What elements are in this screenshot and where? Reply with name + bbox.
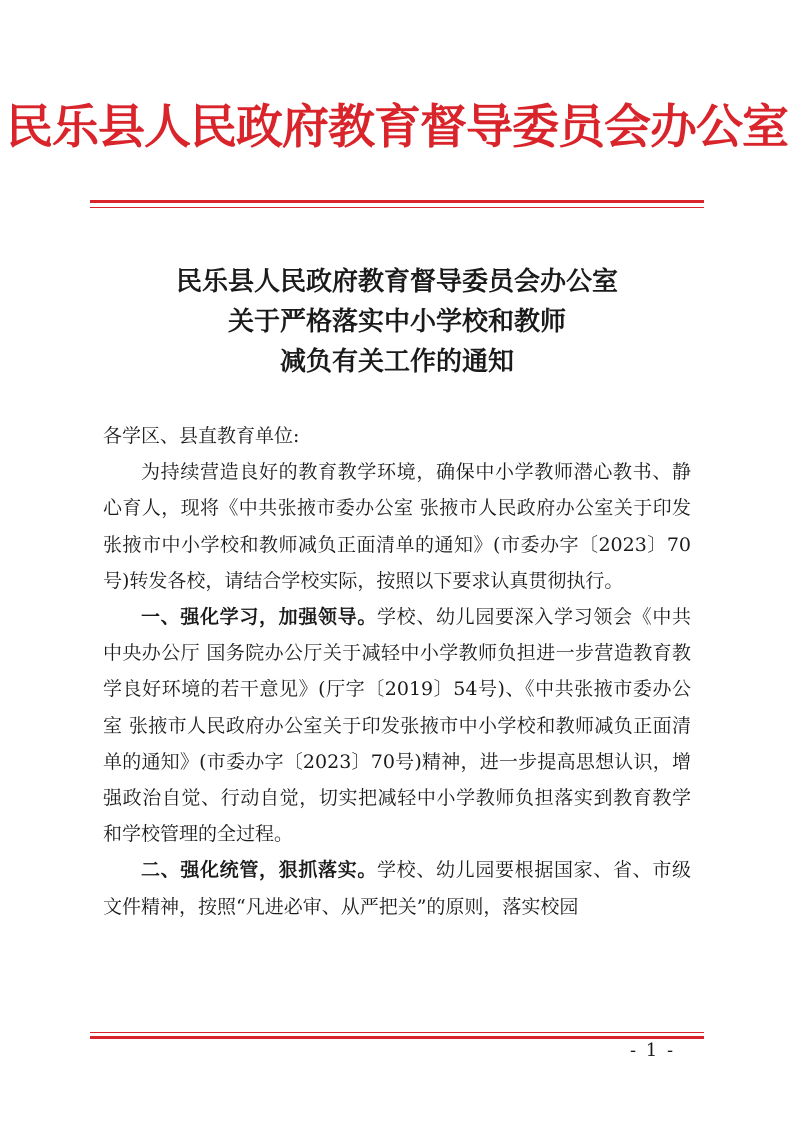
footer-rule-thick	[90, 1036, 704, 1039]
title-line-1: 民乐县人民政府教育督导委员会办公室	[175, 267, 618, 297]
section-1-paragraph	[103, 599, 691, 852]
intro-paragraph: 为持续营造良好的教育教学环境，确保中小学教师潜心教书、静心育人，现将《中共张掖市委办公室 张掖市人民政府办公室关于印发张掖市中小学校和教师减负正面清单的通知》(市委办字〔2023〕70号)转发各校，请结合学校实际，按照以下要求认真贯彻执行。	[103, 461, 691, 592]
document-body	[103, 418, 691, 925]
letterhead-rule-thin	[90, 207, 704, 208]
title-line-2: 关于严格落实中小学校和教师	[227, 307, 566, 337]
salutation: 各学区、县直教育单位:	[103, 425, 300, 447]
section-2-text: 学校、幼儿园要根据国家、省、市级文件精神，按照“凡进必审、从严把关”的原则，落实校园	[103, 859, 691, 918]
footer-rule-thin	[90, 1032, 704, 1033]
section-2-heading: 二、强化统管，狠抓落实。	[141, 859, 377, 882]
section-1-text: 学校、幼儿园要深入学习领会《中共中央办公厅 国务院办公厅关于减轻中小学教师负担进一步营造教育教学良好环境的若干意见》(厅字〔2019〕54号)、《中共张掖市委办公室 张掖市人民政府办公室关于印发张掖市中小学校和教师减负正面清单的通知》(市委办字〔2023〕70号)精神，进一步提高思想认识，增强政治自觉、行动自觉，切实把减轻中小学教师负担落实到教育教学和学校管理的全过程。	[103, 606, 691, 846]
section-1-heading: 一、强化学习，加强领导。	[141, 606, 377, 629]
page-number: - 1 -	[630, 1040, 676, 1061]
letterhead-title: 民乐县人民政府教育督导委员会办公室	[6, 100, 788, 155]
document-title	[0, 262, 794, 382]
title-line-3: 减负有关工作的通知	[279, 347, 514, 377]
letterhead-rule-thick	[90, 200, 704, 203]
section-2-paragraph	[103, 852, 691, 924]
